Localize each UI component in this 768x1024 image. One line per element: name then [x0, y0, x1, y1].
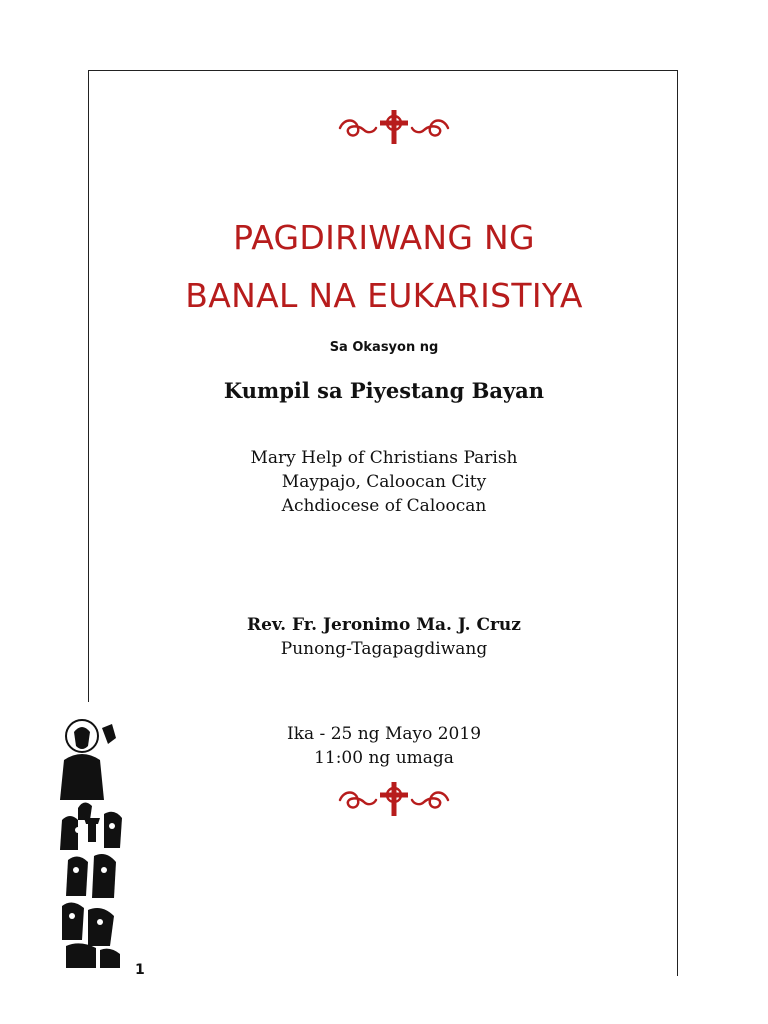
event-time: 11:00 ng umaga: [314, 748, 454, 768]
event-date: Ika - 25 ng Mayo 2019: [286, 724, 482, 744]
parish-diocese: Achdiocese of Caloocan: [281, 496, 487, 516]
celebrant-name: Rev. Fr. Jeronimo Ma. J. Cruz: [247, 615, 521, 635]
last-supper-illustration: [58, 710, 128, 968]
page-frame-top: [88, 70, 678, 71]
cross-flourish-icon: [334, 108, 454, 148]
page-number: 1: [135, 962, 145, 978]
cross-flourish-icon: [334, 780, 454, 820]
page-title-line-2: BANAL NA EUKARISTIYA: [185, 276, 583, 315]
page-title-line-1: PAGDIRIWANG NG: [233, 218, 535, 257]
parish-name: Mary Help of Christians Parish: [250, 448, 518, 468]
parish-block: [90, 446, 678, 518]
page-frame-left: [88, 70, 89, 702]
occasion-intro: Sa Okasyon ng: [329, 340, 439, 355]
occasion-name: Kumpil sa Piyestang Bayan: [223, 378, 545, 403]
page-frame-right: [677, 70, 678, 976]
celebrant-role: Punong-Tagapagdiwang: [280, 639, 488, 659]
schedule-block: [90, 722, 678, 770]
parish-location: Maypajo, Caloocan City: [281, 472, 487, 492]
